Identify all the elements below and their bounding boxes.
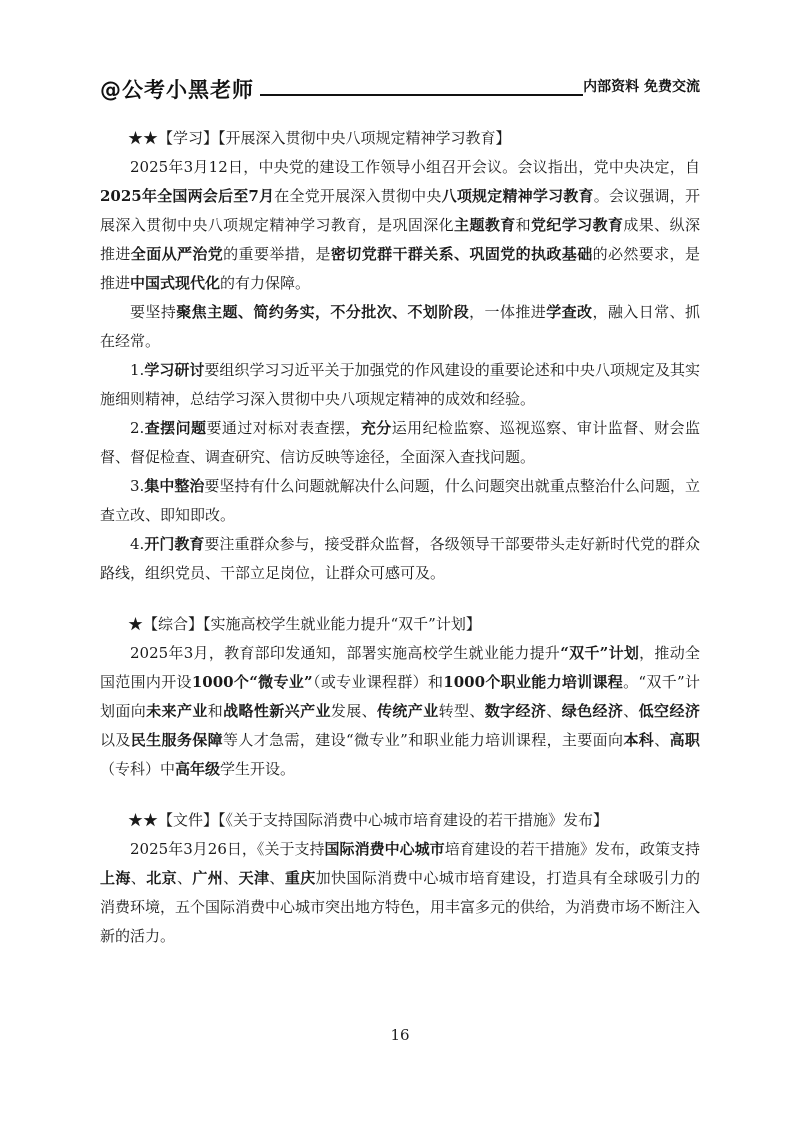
paragraph <box>100 530 700 588</box>
text-run: ，融入日常、抓在经常。 <box>100 303 700 350</box>
page-number: 16 <box>390 1026 410 1044</box>
emphasis-text: 集中整治 <box>144 477 205 495</box>
emphasis-text: 广州 <box>192 869 224 887</box>
text-run: 、 <box>623 702 639 720</box>
emphasis-text: 党纪学习教育 <box>531 216 624 234</box>
text-run: 、 <box>223 869 239 887</box>
header-brand: @公考小黑老师 <box>100 78 254 102</box>
emphasis-text: 2025年全国两会后至7月 <box>100 187 275 205</box>
text-run: 在全党开展深入贯彻中央 <box>274 187 442 205</box>
text-run: 。会议强调，开展深入贯彻中央八项规定精神学习教育，是巩固深化 <box>100 187 700 234</box>
emphasis-text: “双千”计划 <box>560 644 640 662</box>
emphasis-text: 1000个职业能力培训课程 <box>443 673 624 691</box>
text-run: 的必然要求，是推进 <box>100 245 700 292</box>
text-run: 发展、 <box>330 702 378 720</box>
text-run: 加快国际消费中心城市培育建设，打造具有全球吸引力的消费环境，五个国际消费中心城市突出地方特色，用丰富多元的供给，为消费市场不断注入新的活力。 <box>100 869 701 945</box>
paragraph <box>100 414 700 472</box>
section-gap <box>100 784 700 806</box>
emphasis-text: 学查改 <box>546 303 593 321</box>
emphasis-text: 传统产业 <box>377 702 439 720</box>
text-run: 3. <box>130 477 145 495</box>
page-header <box>100 72 700 112</box>
text-run: 1. <box>130 361 145 379</box>
emphasis-text: 中国式现代化 <box>130 274 221 292</box>
emphasis-text: 上海 <box>100 869 131 887</box>
text-run: 运用纪检监察、巡视巡察、审计监督、财会监督、督促检查、调查研究、信访反映等途径，全面深入查找问题。 <box>100 419 700 466</box>
emphasis-text: 本科 <box>623 731 655 749</box>
emphasis-text: 国际消费中心城市 <box>324 840 445 858</box>
text-run: 的重要举措，是 <box>223 245 331 263</box>
text-run: 、 <box>177 869 193 887</box>
emphasis-text: 未来产业 <box>146 702 208 720</box>
paragraph <box>100 639 700 784</box>
text-run: （或专业课程群）和 <box>312 673 444 691</box>
text-run: 和 <box>207 702 224 720</box>
text-run: 2025年3月26日，《关于支持 <box>130 840 325 858</box>
text-run: 转型、 <box>438 702 485 720</box>
text-run: 要坚持有什么问题就解决什么问题，什么问题突出就重点整治什么问题，立查立改、即知即改。 <box>100 477 700 524</box>
emphasis-text: 数字经济 <box>484 702 547 720</box>
text-run: 、 <box>130 869 147 887</box>
text-run: 要通过对标对表查摆， <box>206 419 361 437</box>
text-run: 、 <box>546 702 562 720</box>
text-run: 2. <box>130 419 145 437</box>
emphasis-text: 高职 <box>669 731 700 749</box>
text-run: 要组织学习习近平关于加强党的作风建设的重要论述和中央八项规定及其实施细则精神，总结学习深入贯彻中央八项规定精神的成效和经验。 <box>100 361 700 408</box>
text-run: 的有力保障。 <box>220 274 311 292</box>
emphasis-text: 北京 <box>146 869 177 887</box>
text-run: 2025年3月12日，中央党的建设工作领导小组召开会议。会议指出，党中央决定，自 <box>130 158 700 176</box>
text-run: 和 <box>515 216 532 234</box>
emphasis-text: 八项规定精神学习教育 <box>441 187 594 205</box>
text-run: 以及 <box>100 731 131 749</box>
emphasis-text: 密切党群干群关系、巩固党的执政基础 <box>330 245 593 263</box>
document-body <box>100 124 700 951</box>
paragraph <box>100 298 700 356</box>
text-run: 2025年3月，教育部印发通知，部署实施高校学生就业能力提升 <box>130 644 561 662</box>
emphasis-text: 1000个“微专业” <box>191 673 313 691</box>
paragraph <box>100 472 700 530</box>
text-run: ，推动全国范围内开设 <box>100 644 700 691</box>
paragraph <box>100 153 700 298</box>
paragraph <box>100 356 700 414</box>
emphasis-text: 聚焦主题、简约务实，不分批次、不划阶段 <box>176 303 470 321</box>
text-run: 。“双千”计划面向 <box>100 673 700 720</box>
emphasis-text: 民生服务保障 <box>130 731 223 749</box>
text-run: 成果、纵深推进 <box>100 216 700 263</box>
emphasis-text: 全面从严治党 <box>130 245 224 263</box>
text-run: 学生开设。 <box>220 760 296 778</box>
emphasis-text: 低空经济 <box>638 702 700 720</box>
text-run: 要注重群众参与，接受群众监督，各级领导干部要带头走好新时代党的群众路线，组织党员、干部立足岗位，让群众可感可及。 <box>100 535 700 582</box>
header-tag: 内部资料 免费交流 <box>583 76 700 96</box>
section-title: ★★【文件】【《关于支持国际消费中心城市培育建设的若干措施》发布】 <box>128 811 609 829</box>
text-run: 等人才急需，建设“微专业”和职业能力培训课程，主要面向 <box>223 731 624 749</box>
text-run: 、 <box>654 731 670 749</box>
emphasis-text: 战略性新兴产业 <box>223 702 331 720</box>
text-run: 要坚持 <box>130 303 177 321</box>
emphasis-text: 开门教育 <box>144 535 205 553</box>
section-gap <box>100 588 700 610</box>
emphasis-text: 学习研讨 <box>144 361 205 379</box>
section-title: ★【综合】【实施高校学生就业能力提升“双千”计划】 <box>128 615 481 633</box>
emphasis-text: 查摆问题 <box>144 419 207 437</box>
text-run: （专科）中 <box>100 760 176 778</box>
emphasis-text: 绿色经济 <box>561 702 624 720</box>
text-run: 、 <box>269 869 285 887</box>
emphasis-text: 高年级 <box>175 760 221 778</box>
emphasis-text: 天津 <box>238 869 270 887</box>
emphasis-text: 主题教育 <box>454 216 516 234</box>
text-run: 4. <box>130 535 145 553</box>
emphasis-text: 重庆 <box>284 869 316 887</box>
text-run: ，一体推进 <box>469 303 547 321</box>
emphasis-text: 充分 <box>360 419 392 437</box>
text-run: 培育建设的若干措施》发布，政策支持 <box>444 840 700 858</box>
paragraph <box>100 835 700 951</box>
section-title: ★★【学习】【开展深入贯彻中央八项规定精神学习教育】 <box>128 129 511 147</box>
